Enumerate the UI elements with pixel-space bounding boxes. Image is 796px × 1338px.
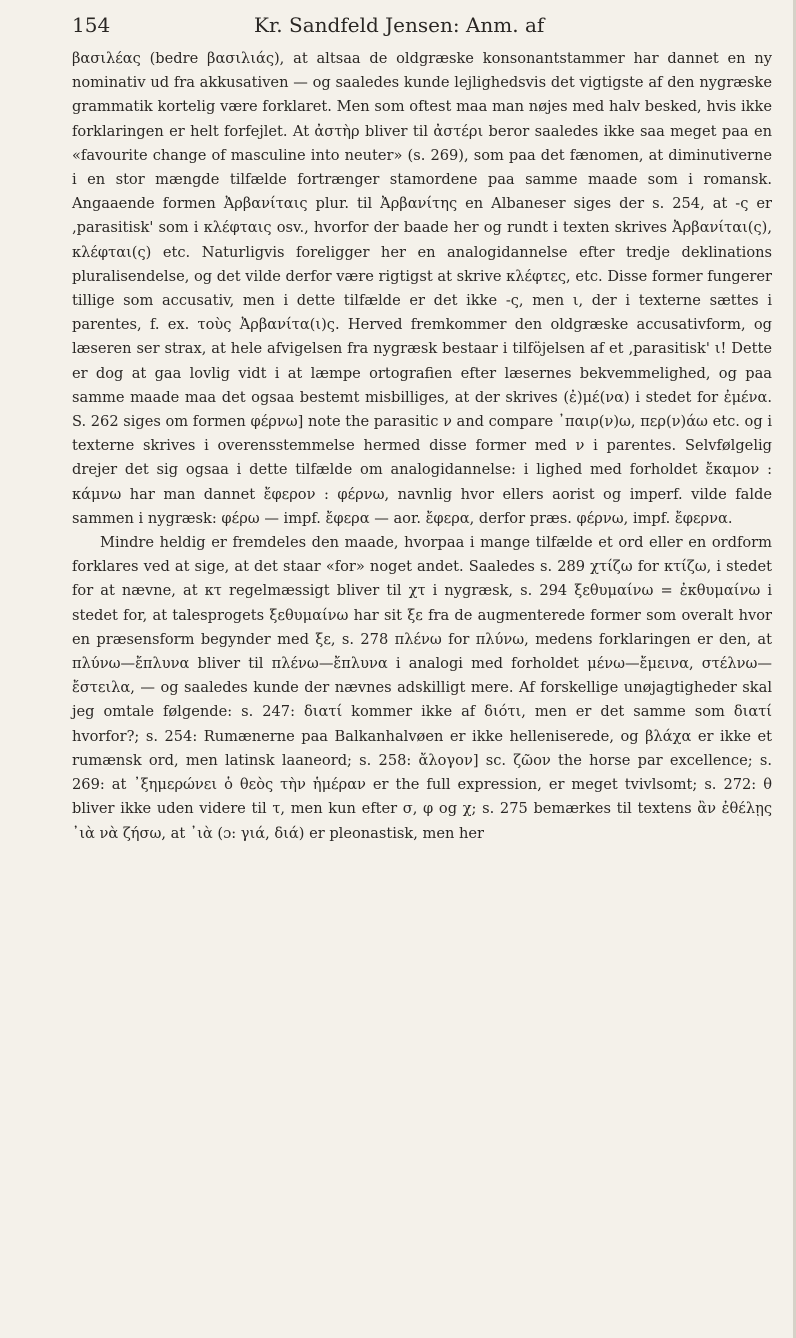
body-text — [72, 47, 772, 846]
running-title: Kr. Sandfeld Jensen: Anm. af — [254, 13, 545, 37]
page-number: 154 — [72, 13, 111, 37]
paragraph-1: βασιλέας (bedre βασιλιάς), at altsaa de oldgræske konsonantstammer har dannet en ny nominativ ud fra akkusativen — og saaledes kunde lejlighedsvis det vigtigste af den nygræske grammatik kortelig være forklaret. Men som oftest maa man nøjes med halv besked, hvis ikke forklaringen er helt forfejlet. At ἀστὴρ bliver til ἀστέρι beror saaledes ikke saa meget paa en «favourite change of masculine into neuter» (s. 269), som paa det fænomen, at diminutiverne i en stor mængde tilfælde fortrænger stamordene paa samme maade som i romansk. Angaaende formen Ἀρβανίταις plur. til Ἀρβανίτης en Albaneser siges der s. 254, at -ς er ‚parasitisk' som i κλέφταις osv., hvorfor der baade her og rundt i texten skrives Ἀρβανίται(ς), κλέφται(ς) etc. Naturligvis foreligger her en analogidannelse efter tredje deklinations pluralisendelse, og det vilde derfor være rigtigst at skrive κλέφτες, etc. Disse former fungerer tillige som accusativ, men i dette tilfælde er det ikke -ς, men ι, der i texterne sættes i parentes, f. ex. τοὺς Ἀρβανίτα(ι)ς. Herved fremkommer den oldgræske accusativform, og læseren ser strax, at hele afvigelsen fra nygræsk bestaar i tilföjelsen af et ‚parasitisk' ι! Dette er dog at gaa lovlig vidt i at læmpe ortografien efter læsernes bekvemmelighed, og paa samme maade maa det ogsaa bestemt misbilliges, at der skrives (ἐ)μέ(να) i stedet for ἐμένα. S. 262 siges om formen φέρνω] note the parasitic ν and compare ᾽παιρ(ν)ω, περ(ν)άω etc. og i texterne skrives i overensstemmelse hermed disse former med ν i parentes. Selvfølgelig drejer det sig ogsaa i dette tilfælde om analogidannelse: i lighed med forholdet ἔκαμον : κάμνω har man dannet ἔφερον : φέρνω, navnlig hvor ellers aorist og imperf. vilde falde sammen i nygræsk: φέρω — impf. ἔφερα — aor. ἔφερα, derfor præs. φέρνω, impf. ἔφερνα. — [72, 50, 772, 527]
page-header — [72, 10, 772, 40]
paragraph-2: Mindre heldig er fremdeles den maade, hvorpaa i mange tilfælde et ord eller en ordform forklares ved at sige, at det staar «for» noget andet. Saaledes s. 289 χτίζω for κτίζω, i stedet for at nævne, at κτ regelmæssigt bliver til χτ i nygræsk, s. 294 ξεθυμαίνω = ἐκθυμαίνω i stedet for, at talesprogets ξεθυμαίνω har sit ξε fra de augmenterede former som overalt hvor en præsensform begynder med ξε, s. 278 πλένω for πλύνω, medens forklaringen er den, at πλύνω—ἔπλυνα bliver til πλένω—ἔπλυνα i analogi med forholdet μένω—ἔμεινα, στέλνω—ἔστειλα, — og saaledes kunde der nævnes adskilligt mere. Af forskellige unøjagtigheder skal jeg omtale følgende: s. 247: διατί kommer ikke af διότι, men er det samme som διατί hvorfor?; s. 254: Rumænerne paa Balkanhalvøen er ikke helleniserede, og βλάχα er ikke et rumænsk ord, men latinsk laaneord; s. 258: ἄλογον] sc. ζῶον the horse par excellence; s. 269: at ᾽ξημερώνει ὁ θεὸς τὴν ἡμέραν er the full expression, er meget tvivlsomt; s. 272: θ bliver ikke uden videre til τ, men kun efter σ, φ og χ; s. 275 bemærkes til textens ἂν ἐθέλῃς ᾽ιὰ νὰ ζήσω, at ᾽ιὰ (ɔ: γιά, διά) er pleonastisk, men her — [72, 534, 772, 842]
